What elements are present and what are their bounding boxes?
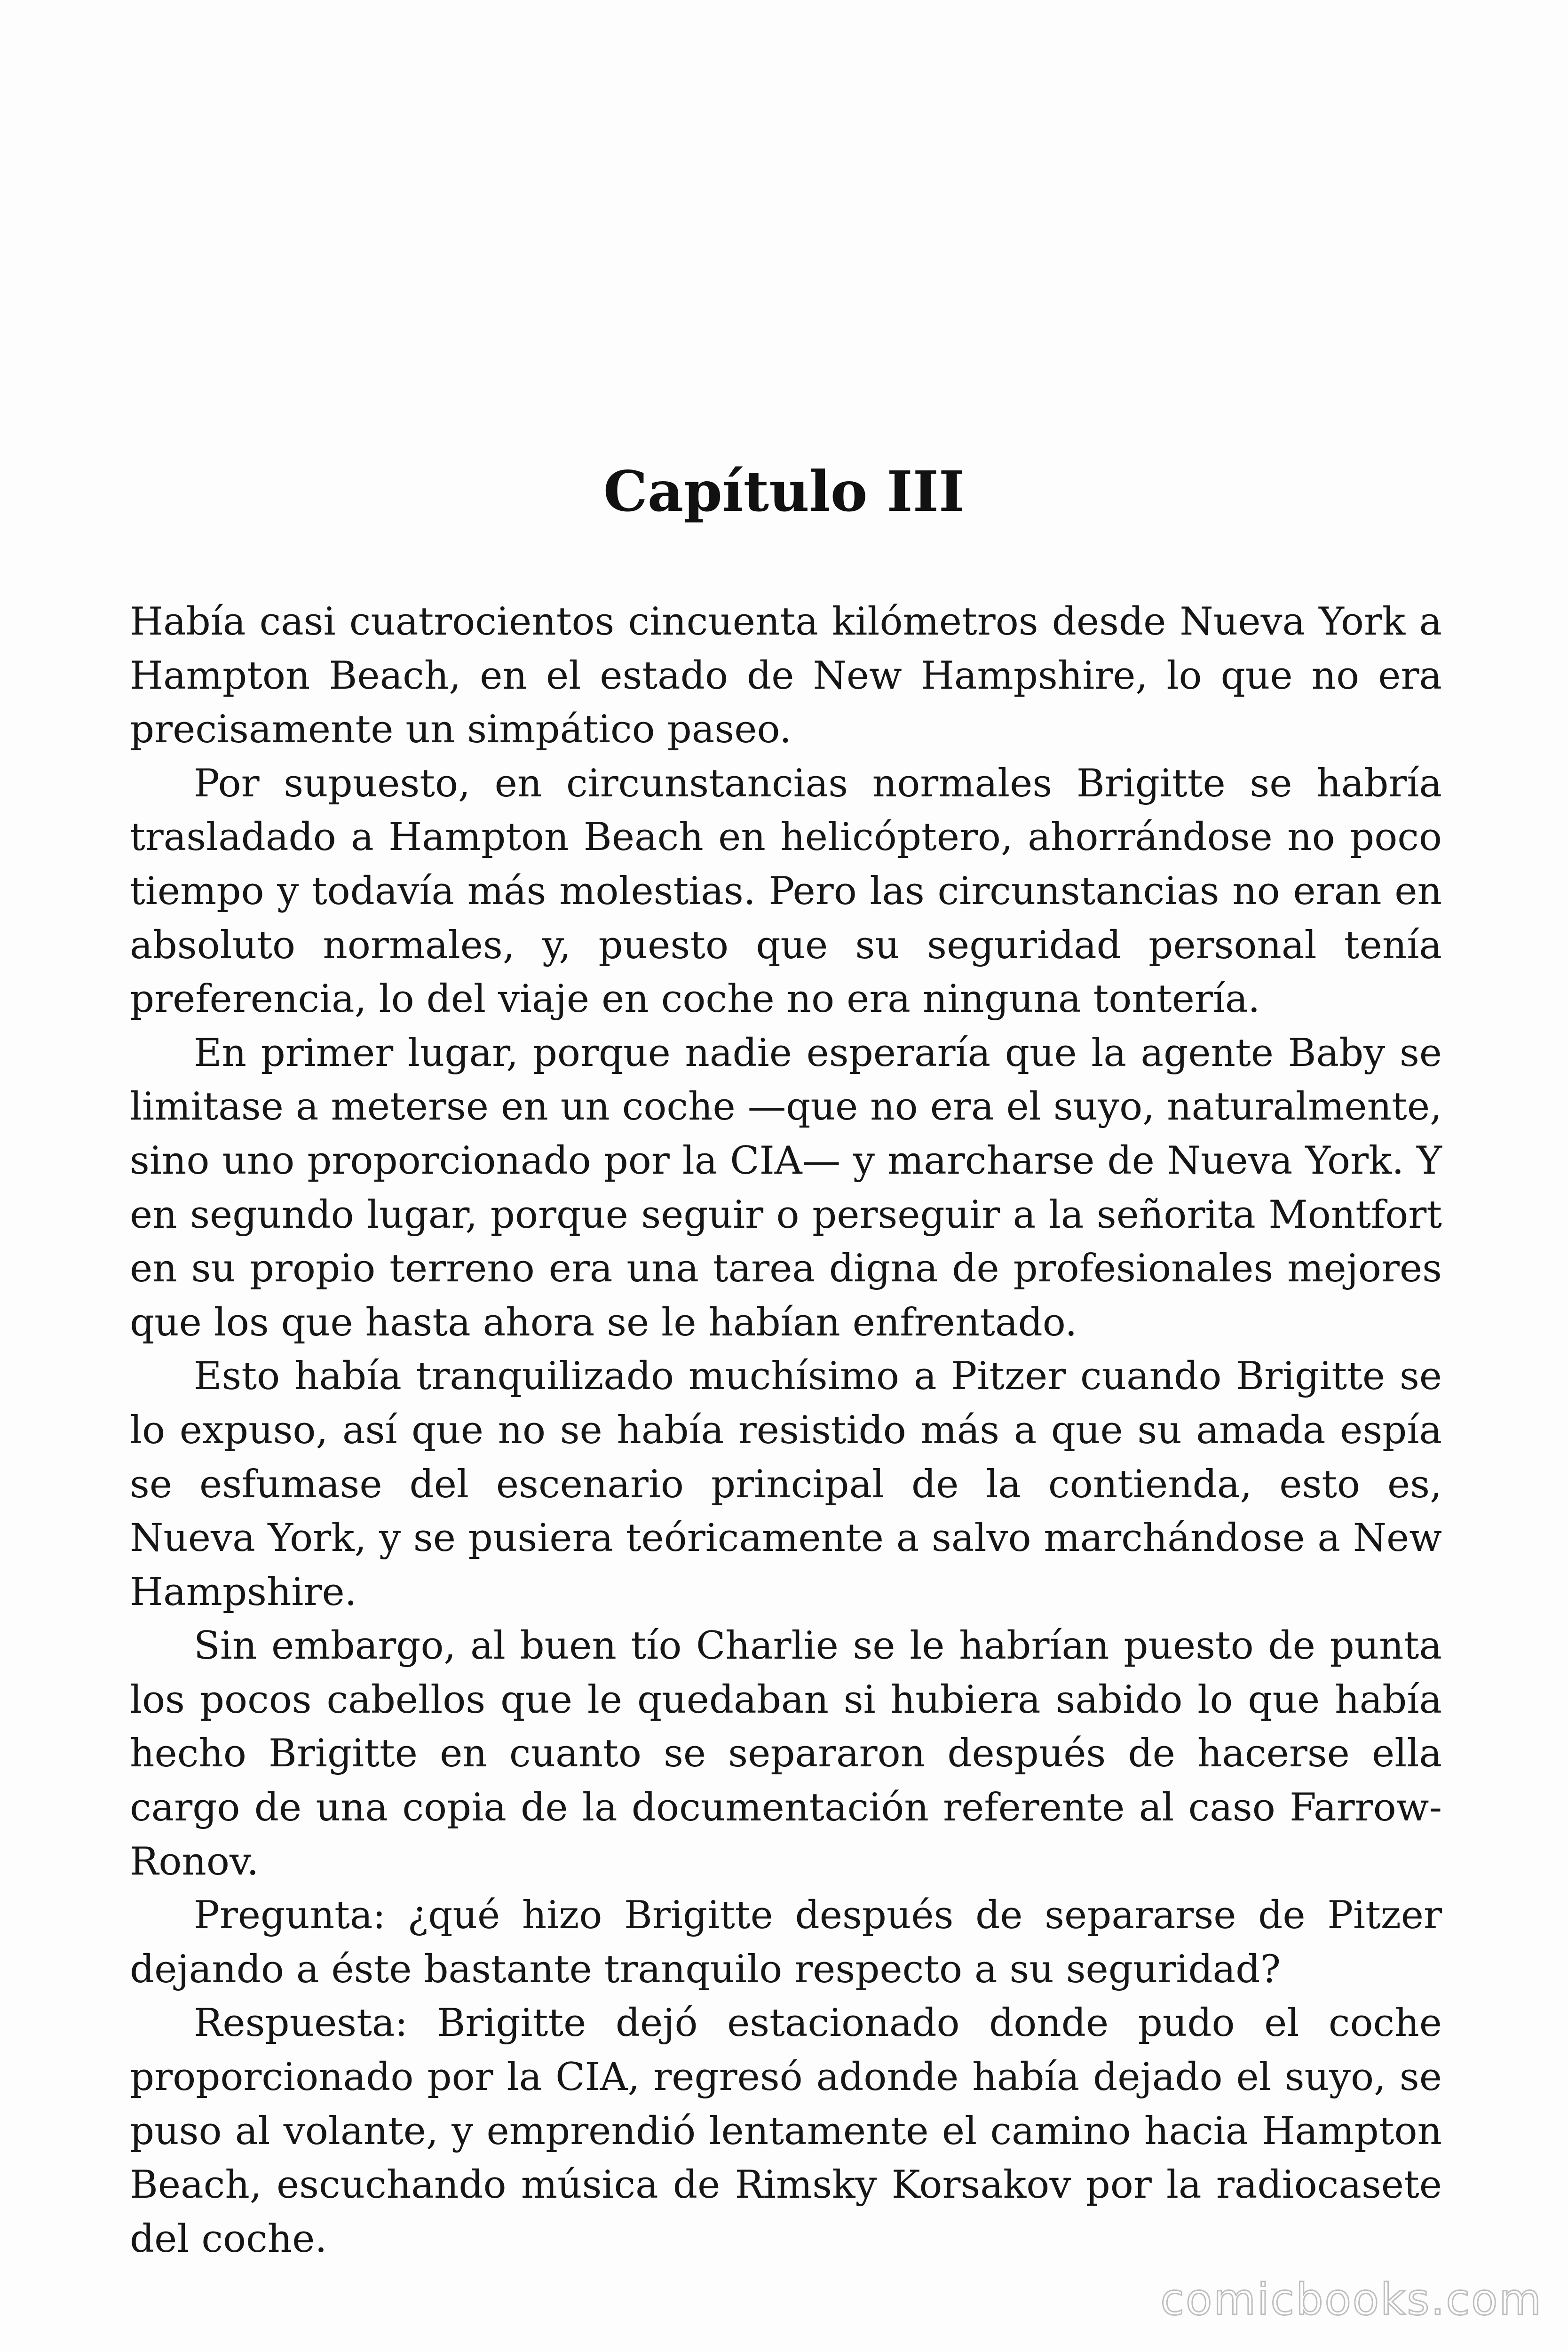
chapter-body xyxy=(130,595,1442,2266)
paragraph-7: Respuesta: Brigitte dejó estacionado donde pudo el coche proporcionado por la CIA, regresó adonde había dejado el suyo, se puso al volante, y emprendió lentamente el camino hacia Hampton Beach, escuchando música de Rimsky Korsakov por la radiocasete del coche. xyxy=(130,2001,1442,2261)
paragraph-4: Esto había tranquilizado muchísimo a Pitzer cuando Brigitte se lo expuso, así que no se había resistido más a que su amada espía se esfumase del escenario principal de la contienda, esto es, Nueva York, y se pusiera teóricamente a salvo marchándose a New Hampshire. xyxy=(130,1354,1442,1614)
paragraph-5: Sin embargo, al buen tío Charlie se le habrían puesto de punta los pocos cabellos que le quedaban si hubiera sabido lo que había hecho Brigitte en cuanto se separaron después de hacerse ella cargo de una copia de la documentación referente al caso Farrow-Ronov. xyxy=(130,1623,1442,1884)
chapter-title: Capítulo III xyxy=(603,459,965,524)
paragraph-6: Pregunta: ¿qué hizo Brigitte después de separarse de Pitzer dejando a éste bastante tranquilo respecto a su seguridad? xyxy=(130,1893,1442,1992)
paragraph-3: En primer lugar, porque nadie esperaría que la agente Baby se limitase a meterse en un coche —que no era el suyo, naturalmente, sino uno proporcionado por la CIA— y marcharse de Nueva York. Y en segundo lugar, porque seguir o perseguir a la señorita Montfort en su propio terreno era una tarea digna de profesionales mejores que los que hasta ahora se le habían enfrentado. xyxy=(130,1030,1442,1345)
site-watermark: comicbooks.com xyxy=(1160,2274,1543,2325)
paragraph-1: Había casi cuatrocientos cincuenta kilómetros desde Nueva York a Hampton Beach, en el estado de New Hampshire, lo que no era precisamente un simpático paseo. xyxy=(130,599,1442,752)
paragraph-2: Por supuesto, en circunstancias normales Brigitte se habría trasladado a Hampton Beach en helicóptero, ahorrándose no poco tiempo y todavía más molestias. Pero las circunstancias no eran en absoluto normales, y, puesto que su seguridad personal tenía preferencia, lo del viaje en coche no era ninguna tontería. xyxy=(130,761,1442,1022)
